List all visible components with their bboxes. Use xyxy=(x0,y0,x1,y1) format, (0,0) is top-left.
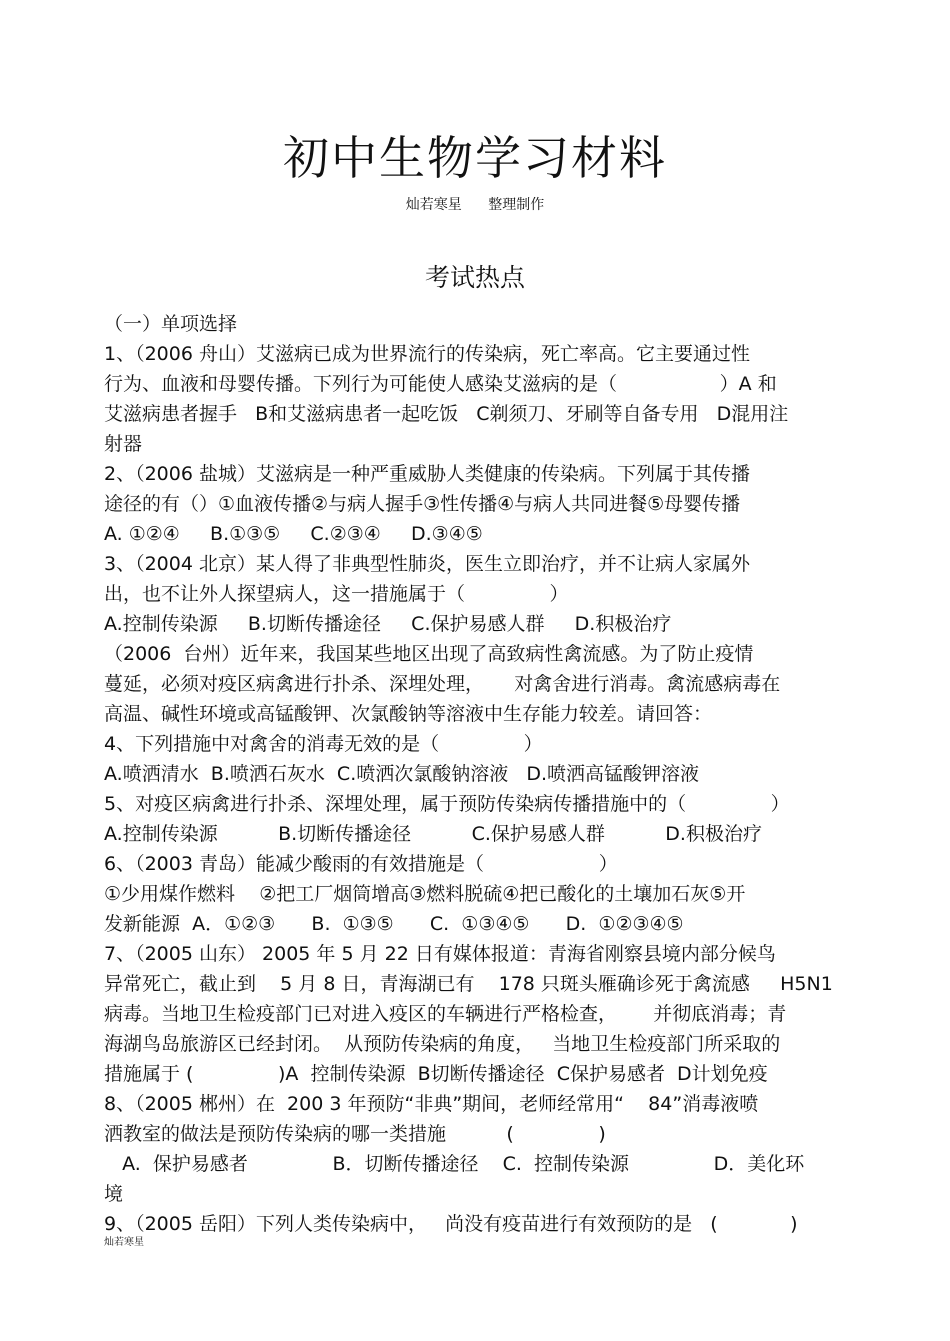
text-line: （2006 台州）近年来，我国某些地区出现了高致病性禽流感。为了防止疫情 xyxy=(104,643,754,665)
text-line: 发新能源 A．①②③ B. ①③⑤ C. ①③④⑤ D. ①②③④⑤ xyxy=(104,913,684,935)
text-line: 措施属于 ( )A 控制传染源 B切断传播途径 C保护易感者 D计划免疫 xyxy=(104,1063,768,1085)
text-line: 9、（2005 岳阳）下列人类传染病中， 尚没有疫苗进行有效预防的是 ( ) xyxy=(104,1213,798,1235)
text-line: 蔓延，必须对疫区病禽进行扑杀、深埋处理， 对禽舍进行消毒。禽流感病毒在 xyxy=(104,673,781,695)
section-heading: 考试热点 xyxy=(424,263,525,292)
text-line: A.喷洒清水 B.喷洒石灰水 C.喷洒次氯酸钠溶液 D.喷洒高锰酸钾溶液 xyxy=(104,763,700,785)
text-line: 异常死亡，截止到 5 月 8 日，青海湖已有 178 只斑头雁确诊死于禽流感 H5N1 xyxy=(104,973,833,995)
text-line: 境 xyxy=(104,1183,124,1205)
document-title: 初中生物学习材料 xyxy=(283,131,667,185)
text-line: 海湖鸟岛旅游区已经封闭。 从预防传染病的角度， 当地卫生检疫部门所采取的 xyxy=(104,1033,781,1055)
text-line: 艾滋病患者握手 B和艾滋病患者一起吃饭 C剃须刀、牙刷等自备专用 D混用注 xyxy=(104,403,789,425)
text-line: A.控制传染源 B.切断传播途径 C.保护易感人群 D.积极治疗 xyxy=(104,823,762,845)
text-line: 2、（2006 盐城）艾滋病是一种严重威胁人类健康的传染病。下列属于其传播 xyxy=(104,463,750,485)
document-subtitle: 灿若寒星 整理制作 xyxy=(405,197,545,213)
text-line: 6、（2003 青岛）能减少酸雨的有效措施是（ ） xyxy=(104,853,618,875)
text-line: 行为、血液和母婴传播。下列行为可能使人感染艾滋病的是（ ）A 和 xyxy=(104,373,777,395)
text-line: A.控制传染源 B.切断传播途径 C.保护易感人群 D.积极治疗 xyxy=(104,613,672,635)
text-line: A. ①②④ B.①③⑤ C.②③④ D.③④⑤ xyxy=(104,523,483,545)
text-line: 高温、碱性环境或高锰酸钾、次氯酸钠等溶液中生存能力较差。请回答： xyxy=(104,703,713,725)
text-line: 病毒。当地卫生检疫部门已对进入疫区的车辆进行严格检查， 并彻底消毒；青 xyxy=(104,1003,787,1025)
text-line: ①少用煤作燃料 ②把工厂烟筒增高③燃料脱硫④把已酸化的土壤加石灰⑤开 xyxy=(104,883,746,905)
text-line: 1、（2006 舟山）艾滋病已成为世界流行的传染病，死亡率高。它主要通过性 xyxy=(104,343,750,365)
text-line: 7、（2005 山东） 2005 年 5 月 22 日有媒体报道：青海省刚察县境内部分候鸟 xyxy=(104,943,776,965)
text-line: A. 保护易感者 B．切断传播途径 C. 控制传染源 D．美化环 xyxy=(104,1153,805,1175)
text-line: 射器 xyxy=(104,433,143,455)
text-line: （一）单项选择 xyxy=(104,313,238,335)
text-line: 途径的有（）①血液传播②与病人握手③性传播④与病人共同进餐⑤母婴传播 xyxy=(104,493,741,515)
text-line: 洒教室的做法是预防传染病的哪一类措施 ( ) xyxy=(104,1123,606,1145)
document-body xyxy=(104,309,844,1239)
text-line: 出，也不让外人探望病人，这一措施属于（ ） xyxy=(104,583,569,605)
text-line: 8、（2005 郴州）在 200 3 年预防“非典”期间，老师经常用“ 84”消毒液喷 xyxy=(104,1093,759,1115)
page-footer: 灿若寒星 xyxy=(104,1237,144,1248)
text-line: 4、下列措施中对禽舍的消毒无效的是（ ） xyxy=(104,733,543,755)
text-line: 3、（2004 北京）某人得了非典型性肺炎，医生立即治疗，并不让病人家属外 xyxy=(104,553,750,575)
text-line: 5、对疫区病禽进行扑杀、深埋处理，属于预防传染病传播措施中的（ ） xyxy=(104,793,790,815)
